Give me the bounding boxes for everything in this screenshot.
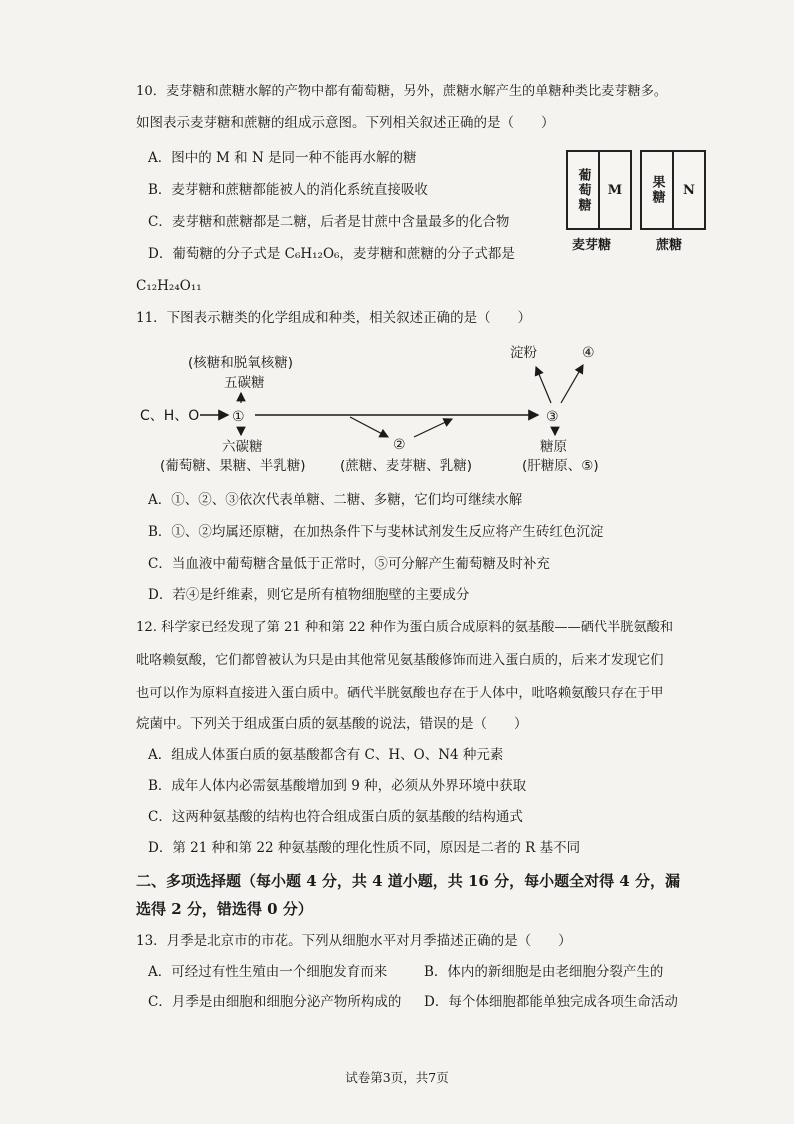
q13-stem: 13．月季是北京市的市花。下列从细胞水平对月季描述正确的是（ ） [136, 933, 572, 949]
q12-stem-line3: 也可以作为原料直接进入蛋白质中。硒代半胱氨酸也存在于人体中，吡咯赖氨酸只存在于甲 [136, 686, 664, 701]
pentose-label: 五碳糖 [224, 375, 265, 391]
node-1: ① [232, 409, 245, 425]
maltose-label: 麦芽糖 [572, 238, 612, 253]
sucrose-fructose-part: 果糖 [642, 152, 674, 228]
hexose-label: 六碳糖 [222, 439, 263, 455]
q12-stem-line2: 吡咯赖氨酸，它们都曾被认为只是由其他常见氨基酸修饰而进入蛋白质的，后来才发现它们 [136, 653, 664, 668]
disaccharide-sub: (蔗糖、麦芽糖、乳糖) [340, 458, 473, 474]
node-4: ④ [582, 345, 595, 361]
q11-option-a: A．①、②、③依次代表单糖、二糖、多糖，它们均可继续水解 [148, 492, 523, 508]
maltose-glucose-part: 葡萄糖 [568, 152, 600, 228]
q10-option-b: B．麦芽糖和蔗糖都能被人的消化系统直接吸收 [148, 182, 428, 198]
glycogen-label: 糖原 [540, 439, 567, 455]
glycogen-sub: (肝糖原、⑤) [522, 458, 599, 474]
q10-option-c: C．麦芽糖和蔗糖都是二糖，后者是甘蔗中含量最多的化合物 [148, 214, 510, 230]
q11-option-b: B．①、②均属还原糖，在加热条件下与斐林试剂发生反应将产生砖红色沉淀 [148, 524, 604, 540]
arrow-1-to-2 [350, 417, 388, 437]
pentose-sub: (核糖和脱氧核糖) [188, 355, 294, 371]
arrow-3-to-starch [536, 367, 551, 403]
q13-option-a: A．可经过有性生殖由一个细胞发育而来 [148, 964, 388, 980]
q10-option-a: A．图中的 M 和 N 是同一种不能再水解的糖 [148, 150, 417, 166]
q13-option-b: B．体内的新细胞是由老细胞分裂产生的 [424, 964, 664, 980]
starch-label: 淀粉 [510, 345, 537, 361]
q12-option-b: B．成年人体内必需氨基酸增加到 9 种，必须从外界环境中获取 [148, 778, 527, 794]
q12-option-c: C．这两种氨基酸的结构也符合组成蛋白质的氨基酸的结构通式 [148, 809, 523, 825]
section2-heading-line1: 二、多项选择题（每小题 4 分，共 4 道小题，共 16 分，每小题全对得 4 分，漏 [136, 872, 680, 890]
sucrose-n-part: N [683, 182, 695, 198]
q10-stem-line2: 如图表示麦芽糖和蔗糖的组成示意图。下列相关叙述正确的是（ ） [136, 115, 555, 131]
arrow-3-to-4 [561, 365, 583, 403]
maltose-diagram [566, 150, 632, 230]
q12-stem-line1: 12. 科学家已经发现了第 21 种和第 22 种作为蛋白质合成原料的氨基酸——硒代半胱氨酸和 [136, 620, 674, 635]
q10-option-d-cont: C₁₂H₂₄O₁₁ [136, 278, 202, 294]
q13-option-d: D．每个体细胞都能单独完成各项生命活动 [424, 994, 678, 1010]
q12-stem-line4: 烷菌中。下列关于组成蛋白质的氨基酸的说法，错误的是（ ） [136, 716, 528, 732]
sucrose-diagram [640, 150, 706, 230]
section2-heading-line2: 选得 2 分，错选得 0 分） [136, 900, 313, 918]
sucrose-label: 蔗糖 [656, 238, 683, 253]
hexose-sub: (葡萄糖、果糖、半乳糖) [160, 458, 306, 474]
page-footer: 试卷第3页，共7页 [345, 1070, 449, 1085]
q11-stem: 11．下图表示糖类的化学组成和种类，相关叙述正确的是（ ） [136, 310, 532, 326]
arrow-2-to-3 [414, 419, 452, 437]
elements-label: C、H、O [140, 408, 200, 424]
q10-option-d: D．葡萄糖的分子式是 C₆H₁₂O₆，麦芽糖和蔗糖的分子式都是 [148, 246, 515, 262]
q11-option-d: D．若④是纤维素，则它是所有植物细胞壁的主要成分 [148, 587, 470, 603]
sugar-classification-diagram [0, 335, 794, 480]
q10-stem-line1: 10．麦芽糖和蔗糖水解的产物中都有葡萄糖，另外，蔗糖水解产生的单糖种类比麦芽糖多。 [136, 84, 668, 99]
node-3: ③ [546, 409, 559, 425]
q12-option-a: A．组成人体蛋白质的氨基酸都含有 C、H、O、N4 种元素 [148, 747, 504, 763]
maltose-m-part: M [607, 182, 623, 198]
q12-option-d: D．第 21 种和第 22 种氨基酸的理化性质不同，原因是二者的 R 基不同 [148, 840, 581, 856]
node-2: ② [393, 437, 406, 453]
q13-option-c: C．月季是由细胞和细胞分泌产物所构成的 [148, 994, 402, 1010]
q11-option-c: C．当血液中葡萄糖含量低于正常时，⑤可分解产生葡萄糖及时补充 [148, 556, 550, 572]
